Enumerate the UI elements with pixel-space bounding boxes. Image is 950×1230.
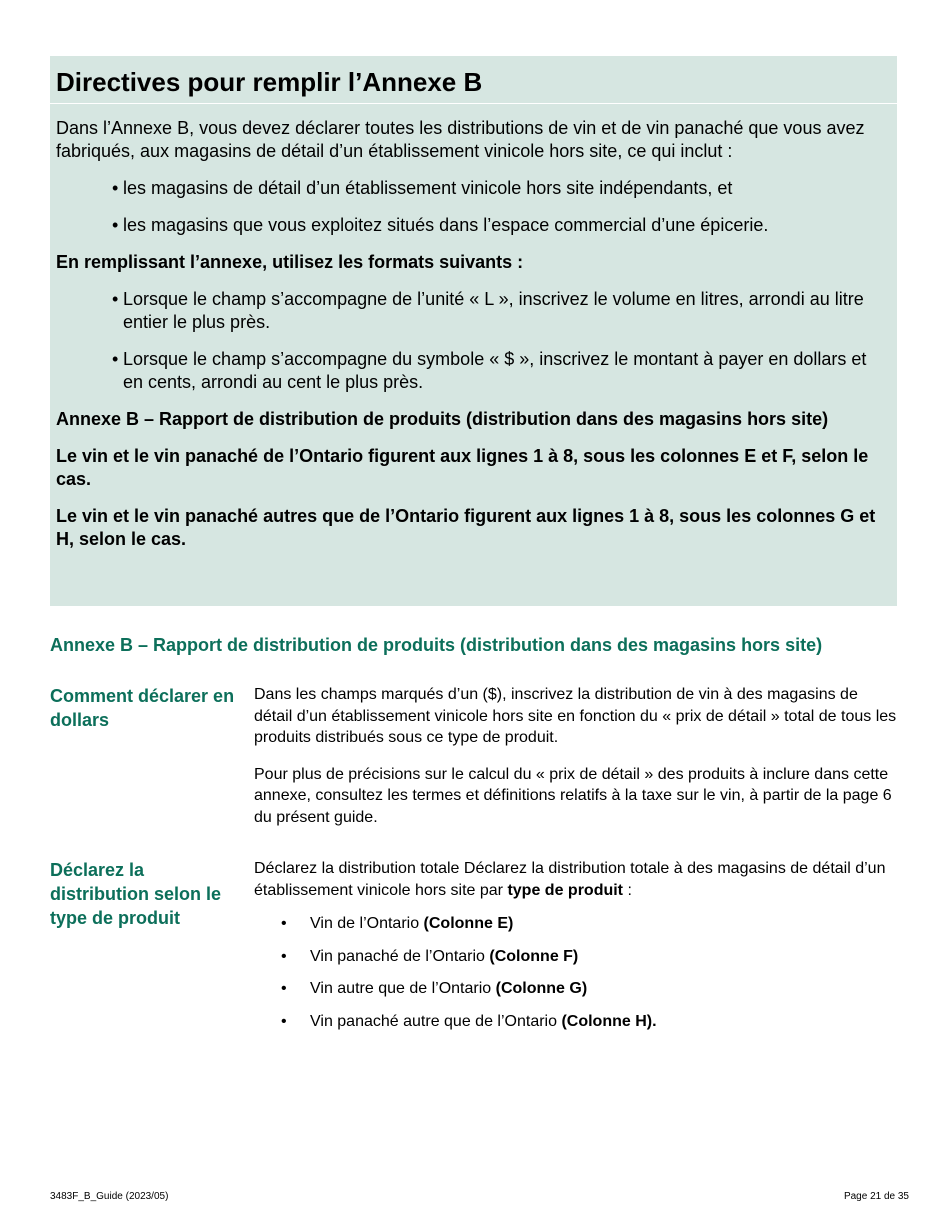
product-type-paragraph: Déclarez la distribution totale Déclarez la distribution totale à des magasins de détail d’un établissement vinicole hors site par type de produit : [254,860,886,899]
section-title: Annexe B – Rapport de distribution de produits (distribution dans des magasins hors site) [50,635,823,655]
list-item: • Vin de l’Ontario (Colonne E) [281,915,514,932]
formats-heading: En remplissant l’annexe, utilisez les formats suivants : [56,252,524,272]
product-type-label: Déclarez la distribution selon le type de produit [50,860,222,928]
product-type-content [254,858,898,1043]
dollars-paragraph-1: Dans les champs marqués d’un ($), inscrivez la distribution de vin à des magasins de détail d’un établissement vinicole hors site en fonction du « prix de détail » total de tous les produits distribués sous ce type de produit. [254,686,897,746]
bullet-item: • Lorsque le champ s’accompagne du symbole « $ », inscrivez le montant à payer en dollars et en cents, arrondi au cent le plus près. [112,349,867,392]
bold-paragraph: Annexe B – Rapport de distribution de produits (distribution dans des magasins hors site) [56,409,829,429]
intro-paragraph: Dans l’Annexe B, vous devez déclarer toutes les distributions de vin et de vin panaché que vous avez fabriqués, aux magasins de détail d’un établissement vinicole hors site, ce qui inclut : [56,118,865,161]
dollars-content [254,684,898,828]
list-item: • Vin panaché autre que de l’Ontario (Colonne H). [281,1012,657,1030]
bullet-item: • Lorsque le champ s’accompagne de l’unité « L », inscrivez le volume en litres, arrondi au litre entier le plus près. [112,289,864,332]
footer-form-id: 3483F_B_Guide (2023/05) [50,1191,169,1202]
bold-paragraph: Le vin et le vin panaché de l’Ontario figurent aux lignes 1 à 8, sous les colonnes E et F, selon le cas. [56,446,869,489]
product-type-list [254,913,898,1032]
bullet-item: • les magasins de détail d’un établissement vinicole hors site indépendants, et [112,178,733,198]
bold-paragraph: Le vin et le vin panaché autres que de l’Ontario figurent aux lignes 1 à 8, sous les colonnes G et H, selon le cas. [56,506,876,549]
list-item: • Vin autre que de l’Ontario (Colonne G) [281,980,588,997]
bullet-item: • les magasins que vous exploitez situés dans l’espace commercial d’une épicerie. [112,215,769,235]
dollars-paragraph-2: Pour plus de précisions sur le calcul du « prix de détail » des produits à inclure dans cette annexe, consultez les termes et définitions relatifs à la taxe sur le vin, à partir de la page 6 du présent guide. [254,765,892,826]
footer-page-number: Page 21 de 35 [843,1191,909,1202]
instructions-box [50,56,897,606]
list-item: • Vin panaché de l’Ontario (Colonne F) [281,947,579,965]
dollars-label: Comment déclarer en dollars [50,686,235,730]
box-title: Directives pour remplir l’Annexe B [50,56,897,104]
